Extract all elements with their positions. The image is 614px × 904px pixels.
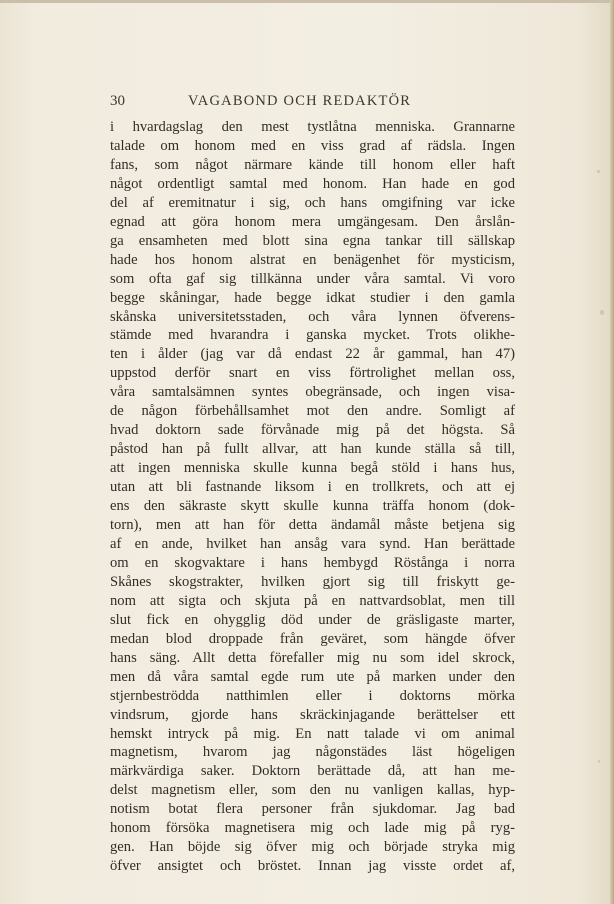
text-line: något ordentligt samtal med honom. Han hade en god bbox=[110, 175, 515, 192]
text-line: öfver ansigtet och bröstet. Innan jag visste ordet af, bbox=[110, 858, 515, 875]
text-line: ten i ålder (jag var då endast 22 år gammal, han 47) bbox=[110, 346, 515, 363]
text-line: om en skogvaktare i hans hembygd Röstånga i norra bbox=[110, 554, 515, 571]
text-line: talade om honom med en viss grad af rädsla. Ingen bbox=[110, 137, 515, 154]
text-line: Skånes skogstrakter, hvilken gjort sig till friskytt ge- bbox=[110, 573, 515, 590]
text-line: i hvardagslag den mest tystlåtna menniska. Grannarne bbox=[110, 119, 515, 135]
text-line: begge skåningar, hade begge idkat studier i den gamla bbox=[110, 289, 515, 306]
paper-speck bbox=[598, 760, 600, 763]
text-line: de någon förbehållsamhet mot den andre. Somligt af bbox=[110, 403, 515, 420]
body-text bbox=[110, 118, 515, 876]
paper-speck bbox=[600, 310, 604, 315]
text-line: torn), men att han för detta ändamål måste betjena sig bbox=[110, 517, 515, 534]
text-line: slut fick en ohygglig död under de gräsligaste marter, bbox=[110, 611, 515, 628]
text-line: att ingen menniska skulle kunna begå stöld i hans hus, bbox=[110, 460, 515, 477]
paper-speck bbox=[597, 170, 600, 173]
text-line: märkvärdiga saker. Doktorn berättade då, att han me- bbox=[110, 763, 515, 780]
text-line: honom försöka magnetisera mig och lade mig på ryg- bbox=[110, 820, 515, 837]
text-line: ga ensamheten med blott sina egna tankar till sällskap bbox=[110, 232, 515, 249]
text-line: medan blod droppade från geväret, som hängde öfver bbox=[110, 630, 515, 647]
text-line: som ofta gaf sig tillkänna under våra samtal. Vi voro bbox=[110, 270, 515, 287]
text-line: gen. Han böjde sig öfver mig och började stryka mig bbox=[110, 839, 515, 856]
text-line: af en ande, hvilket han ansåg vara synd. Han berättade bbox=[110, 535, 515, 552]
page-right-edge bbox=[610, 0, 614, 904]
text-line: egnad att göra honom mera umgängesam. Den årslån- bbox=[110, 213, 515, 230]
running-title: VAGABOND OCH REDAKTÖR bbox=[188, 93, 412, 109]
text-line: men då våra samtal egde rum ute på marken under den bbox=[110, 668, 515, 685]
text-line: hvad doktorn sade förvånade mig på det högsta. Så bbox=[110, 422, 515, 439]
text-line: hans säng. Allt detta förefaller mig nu som idel skrock, bbox=[110, 649, 515, 666]
text-line: utan att bli fastnande liksom i en trollkrets, och att ej bbox=[110, 479, 515, 496]
text-line: nom att sigta och skjuta på en nattvardsoblat, men till bbox=[110, 592, 515, 609]
text-line: stämde med hvarandra i ganska mycket. Trots olikhe- bbox=[110, 327, 515, 344]
text-line: uppstod derför snart en viss förtrolighet mellan oss, bbox=[110, 365, 515, 382]
text-line: magnetism, hvarom jag någonstädes läst högeligen bbox=[110, 744, 515, 761]
text-line: delst magnetism eller, som den nu vanligen kallas, hyp- bbox=[110, 782, 515, 799]
text-line: fans, som något närmare kände till honom eller haft bbox=[110, 156, 515, 173]
page-number: 30 bbox=[110, 93, 125, 109]
text-line: våra samtalsämnen syntes obegränsade, och ingen visa- bbox=[110, 384, 515, 401]
text-line: stjernbeströdda natthimlen eller i doktorns mörka bbox=[110, 687, 515, 704]
text-line: påstod han på fullt allvar, att han kunde ställa så till, bbox=[110, 441, 515, 458]
text-line: notism botat flera personer från sjukdomar. Jag bad bbox=[110, 801, 515, 818]
text-line: vindsrum, gjorde hans skräckinjagande berättelser ett bbox=[110, 706, 515, 723]
page-header bbox=[110, 93, 515, 113]
text-line: del af eremitnatur i sig, och hans omgifning var icke bbox=[110, 194, 515, 211]
text-line: hade hos honom alstrat en benägenhet för mysticism, bbox=[110, 251, 515, 268]
text-line: hemskt intryck på mig. En natt talade vi om animal bbox=[110, 725, 515, 742]
text-line: ens den säkraste skytt skulle kunna träffa honom (dok- bbox=[110, 498, 515, 515]
page-top-edge bbox=[0, 0, 614, 3]
text-line: skånska universitetsstaden, och våra lynnen öfverens- bbox=[110, 308, 515, 325]
